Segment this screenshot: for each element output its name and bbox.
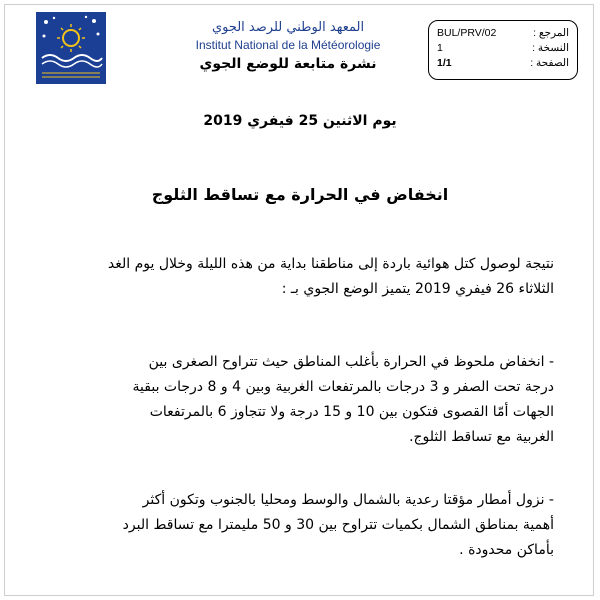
institute-name-french: Institut National de la Météorologie (195, 38, 381, 52)
page-value: 1/1 (437, 57, 452, 69)
bulletin-date: يوم الاثنين 25 فيفري 2019 (203, 113, 397, 129)
reference-box (428, 20, 578, 80)
page-label: الصفحة : (530, 57, 569, 69)
bulletin-heading: انخفاض في الحرارة مع تساقط الثلوج (151, 185, 449, 204)
paragraph-line: - نزول أمطار مؤقتا رعدية بالشمال والوسط ومحليا بالجنوب وتكون أكثر (142, 492, 554, 508)
paragraph-line: نتيجة لوصول كتل هوائية باردة إلى مناطقنا بداية من هذه الليلة وخلال يوم الغد (107, 256, 554, 272)
version-label: النسخة : (532, 42, 569, 54)
bulletin-title: نشرة متابعة للوضع الجوي (199, 56, 377, 72)
version-value: 1 (437, 42, 443, 54)
intro-paragraph (44, 252, 554, 302)
rain-paragraph (44, 488, 554, 563)
institute-logo (36, 12, 106, 84)
reference-row (437, 26, 569, 41)
paragraph-line: الثلاثاء 26 فيفري 2019 يتميز الوضع الجوي بـ : (281, 281, 554, 297)
temperature-paragraph (44, 350, 554, 450)
version-row (437, 41, 569, 56)
paragraph-line: الجهات أمّا القصوى فتكون بين 10 و 15 درجة ولا تتجاوز 6 بالمرتفعات (149, 404, 554, 420)
paragraph-line: - انخفاض ملحوظ في الحرارة بأغلب المناطق حيث تتراوح الصغرى بين (148, 354, 554, 370)
reference-value: BUL/PRV/02 (437, 27, 497, 39)
institute-name-arabic: المعهد الوطني للرصد الجوي (211, 20, 365, 35)
paragraph-line: بأماكن محدودة . (459, 542, 554, 558)
logo-emblem-icon (36, 12, 106, 84)
paragraph-line: درجة تحت الصفر و 3 درجات بالمرتفعات الغربية وبين 4 و 8 درجات ببقية (132, 379, 554, 395)
reference-label: المرجع : (533, 27, 569, 39)
paragraph-line: أهمية بمناطق الشمال بكميات تتراوح بين 30 و 50 مليمترا مع تساقط البرد (122, 517, 554, 533)
paragraph-line: الغربية مع تساقط الثلوج. (409, 429, 554, 445)
page-row (437, 56, 569, 71)
